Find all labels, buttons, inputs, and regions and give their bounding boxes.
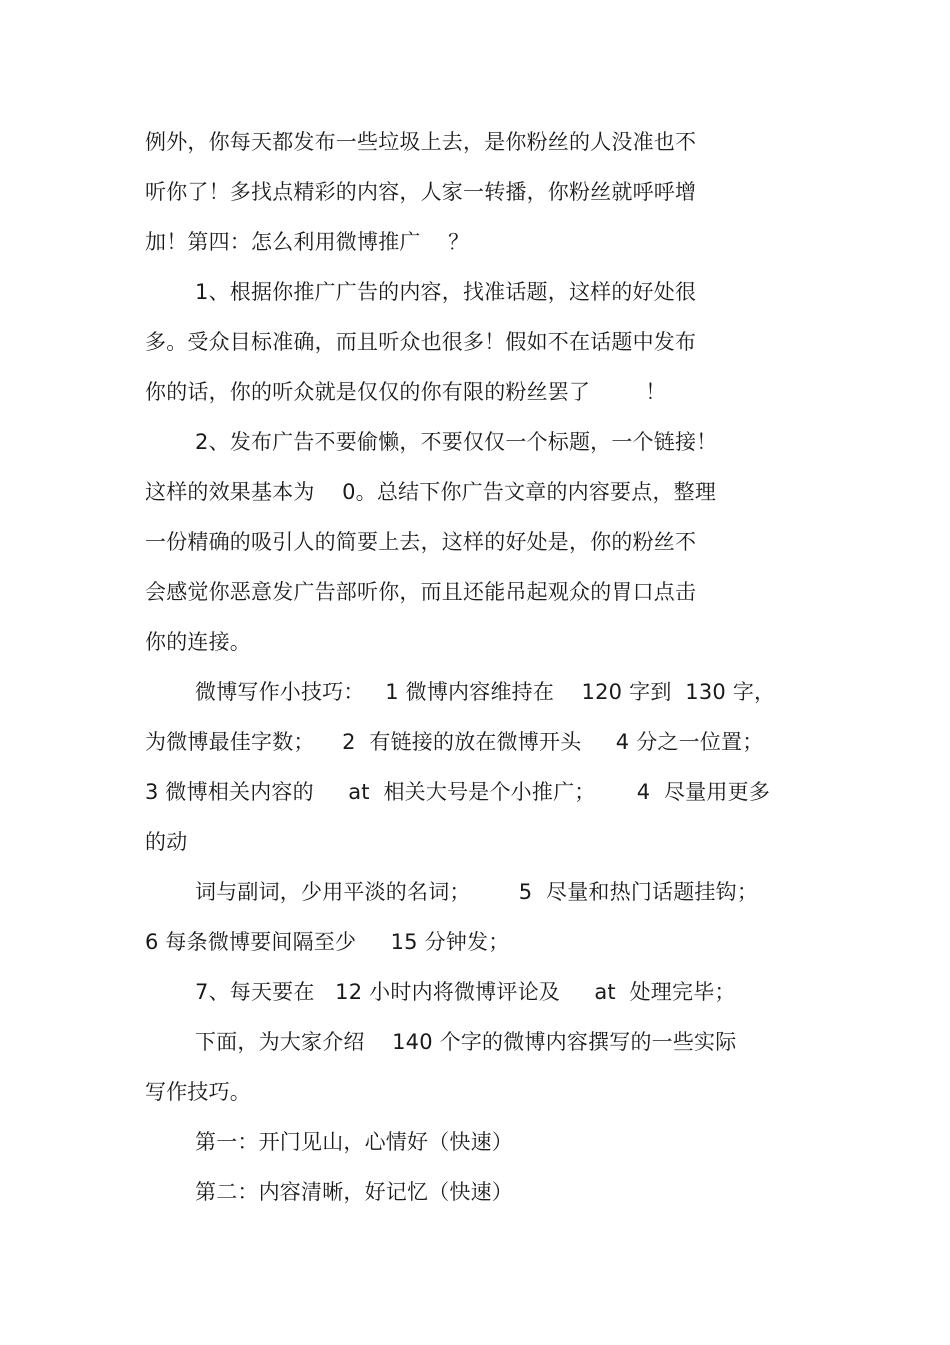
text-line-14: 3 微博相关内容的 at 相关大号是个小推广； 4 尽量用更多: [145, 780, 771, 804]
text-line-19: 下面，为大家介绍 140 个字的微博内容撰写的一些实际: [195, 1030, 737, 1054]
text-line-10: 会感觉你恶意发广告部听你，而且还能吊起观众的胃口点击: [145, 580, 697, 604]
text-line-13: 为微博最佳字数； 2 有链接的放在微博开头 4 分之一位置；: [145, 730, 764, 754]
text-line-7: 2、发布广告不要偷懒，不要仅仅一个标题，一个链接！: [195, 430, 718, 454]
text-line-17: 6 每条微博要间隔至少 15 分钟发；: [145, 930, 510, 954]
text-line-11: 你的连接。: [145, 630, 251, 654]
text-line-5: 多。受众目标准确，而且听众也很多！假如不在话题中发布: [145, 330, 697, 354]
text-line-15: 的动: [145, 830, 188, 854]
text-line-2: 听你了！多找点精彩的内容，人家一转播，你粉丝就呼呼增: [145, 180, 697, 204]
text-line-21: 第一：开门见山，心情好（快速）: [195, 1130, 513, 1154]
text-line-3: 加！第四：怎么利用微博推广 ？: [145, 230, 470, 254]
text-line-4: 1、根据你推广广告的内容，找准话题，这样的好处很: [195, 280, 697, 304]
text-line-22: 第二：内容清晰，好记忆（快速）: [195, 1180, 513, 1204]
text-line-1: 例外，你每天都发布一些垃圾上去，是你粉丝的人没准也不: [145, 130, 697, 154]
text-line-9: 一份精确的吸引人的简要上去，这样的好处是，你的粉丝不: [145, 530, 697, 554]
text-line-8: 这样的效果基本为 0。总结下你广告文章的内容要点，整理: [145, 480, 717, 504]
text-line-12: 微博写作小技巧： 1 微博内容维持在 120 字到 130 字，: [195, 680, 776, 704]
text-line-16: 词与副词，少用平淡的名词； 5 尽量和热门话题挂钩；: [195, 880, 759, 904]
text-line-20: 写作技巧。: [145, 1080, 251, 1104]
text-line-18: 7、每天要在 12 小时内将微博评论及 at 处理完毕；: [195, 980, 736, 1004]
text-line-6: 你的话，你的听众就是仅仅的你有限的粉丝罢了 ！: [145, 380, 667, 404]
